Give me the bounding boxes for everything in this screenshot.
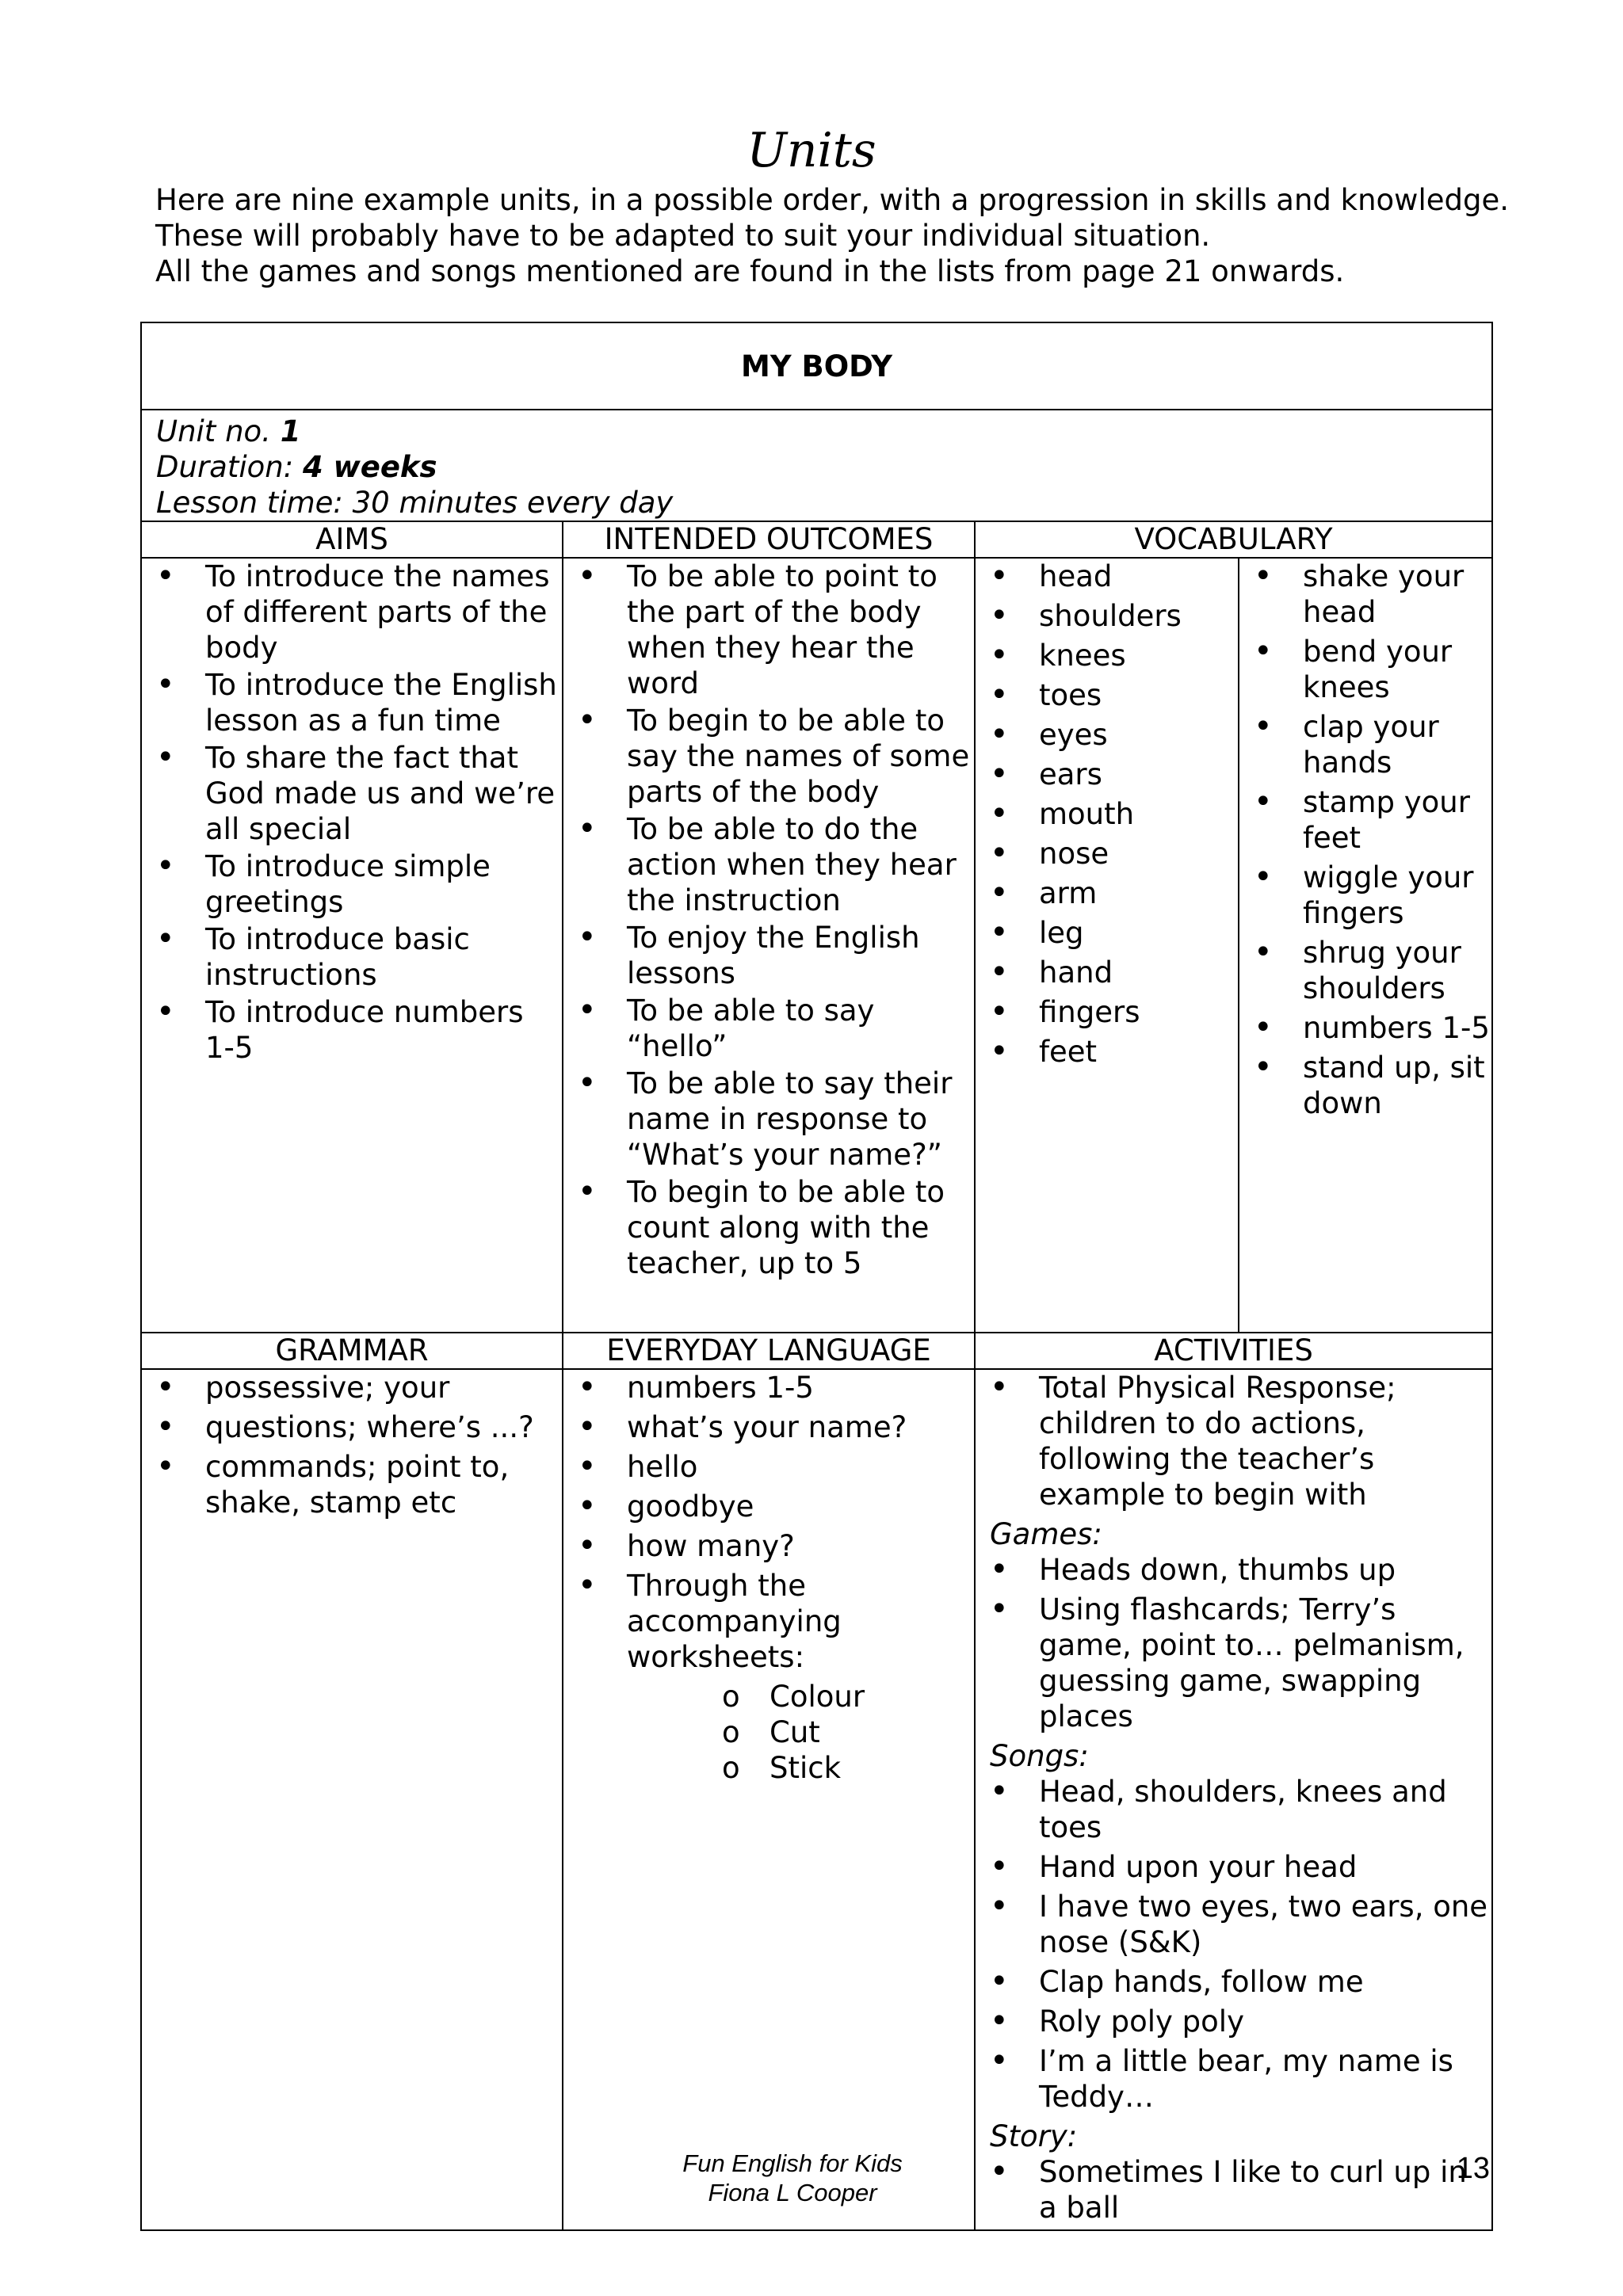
game-item: • Heads down, thumbs up bbox=[976, 1552, 1491, 1588]
vocab-word: • leg bbox=[976, 915, 1238, 951]
vocab-word: • eyes bbox=[976, 717, 1238, 753]
vocab-actions-list bbox=[1239, 559, 1491, 1121]
vocab-word: • shoulders bbox=[976, 598, 1238, 634]
aim-item: • To introduce the names of different parts of the body bbox=[142, 559, 562, 666]
vocab-action: • clap your hands bbox=[1239, 709, 1491, 780]
song-item: • I’m a little bear, my name is Teddy… bbox=[976, 2043, 1491, 2115]
unit-info bbox=[141, 410, 1492, 521]
aim-item: • To introduce the English lesson as a fun time bbox=[142, 667, 562, 738]
outcome-item: • To begin to be able to say the names of some parts of the body bbox=[563, 703, 974, 810]
tpr-list bbox=[976, 1370, 1491, 1512]
intro-line: Here are nine example units, in a possible order, with a progression in skills and knowledge. bbox=[155, 183, 1509, 217]
worksheet-item: o Colour bbox=[722, 1679, 974, 1714]
song-item: • I have two eyes, two ears, one nose (S&K) bbox=[976, 1889, 1491, 1960]
song-item: • Hand upon your head bbox=[976, 1849, 1491, 1885]
vocab-word: • hand bbox=[976, 955, 1238, 990]
grammar-item: • possessive; your bbox=[142, 1370, 562, 1405]
vocab-words-cell bbox=[975, 558, 1239, 1333]
everyday-item: • hello bbox=[563, 1449, 974, 1485]
unit-number-line bbox=[156, 414, 1491, 449]
vocab-action: • wiggle your fingers bbox=[1239, 860, 1491, 931]
vocab-word: • toes bbox=[976, 677, 1238, 713]
aim-item: • To introduce numbers 1-5 bbox=[142, 994, 562, 1066]
outcome-item: • To be able to do the action when they hear the instruction bbox=[563, 811, 974, 918]
intro-line: These will probably have to be adapted to suit your individual situation. bbox=[155, 219, 1211, 253]
outcomes-list bbox=[563, 559, 974, 1281]
aim-item: • To introduce simple greetings bbox=[142, 849, 562, 920]
song-item: • Roly poly poly bbox=[976, 2004, 1491, 2039]
everyday-item: • Through the accompanying worksheets: bbox=[563, 1568, 974, 1675]
everyday-item: • how many? bbox=[563, 1528, 974, 1564]
vocab-actions-cell bbox=[1239, 558, 1492, 1333]
vocabulary-header: VOCABULARY bbox=[975, 521, 1492, 558]
vocab-word: • nose bbox=[976, 836, 1238, 871]
vocab-action: • stand up, sit down bbox=[1239, 1050, 1491, 1121]
unit-table bbox=[140, 322, 1493, 2231]
everyday-item: • what’s your name? bbox=[563, 1409, 974, 1445]
songs-label: Songs: bbox=[990, 1739, 1089, 1773]
everyday-header: EVERYDAY LANGUAGE bbox=[563, 1333, 975, 1369]
vocab-word: • head bbox=[976, 559, 1238, 594]
lesson-time: Lesson time: 30 minutes every day bbox=[156, 486, 674, 520]
activities-cell bbox=[975, 1369, 1492, 2230]
worksheet-item: o Stick bbox=[722, 1750, 974, 1786]
grammar-item: • questions; where’s ...? bbox=[142, 1409, 562, 1445]
aims-cell bbox=[141, 558, 563, 1333]
everyday-cell bbox=[563, 1369, 975, 2230]
song-item: • Head, shoulders, knees and toes bbox=[976, 1774, 1491, 1845]
tpr-item: • Total Physical Response; children to do actions, following the teacher’s example to begin with bbox=[976, 1370, 1491, 1512]
grammar-item: • commands; point to, shake, stamp etc bbox=[142, 1449, 562, 1520]
grammar-list bbox=[142, 1370, 562, 1520]
vocab-word: • ears bbox=[976, 757, 1238, 792]
aim-item: • To share the fact that God made us and we’re all special bbox=[142, 740, 562, 847]
aim-item: • To introduce basic instructions bbox=[142, 921, 562, 993]
outcomes-header: INTENDED OUTCOMES bbox=[563, 521, 975, 558]
vocab-word: • arm bbox=[976, 875, 1238, 911]
worksheet-item: o Cut bbox=[722, 1714, 974, 1750]
outcome-item: • To enjoy the English lessons bbox=[563, 920, 974, 991]
vocab-action: • shake your head bbox=[1239, 559, 1491, 630]
game-item: • Using flashcards; Terry’s game, point to… pelmanism, guessing game, swapping places bbox=[976, 1592, 1491, 1734]
story-item: • Sometimes I like to curl up in a ball bbox=[976, 2154, 1491, 2225]
games-list bbox=[976, 1552, 1491, 1734]
page-number: 13 bbox=[1456, 2152, 1490, 2185]
vocab-word: • knees bbox=[976, 638, 1238, 673]
vocab-action: • shrug your shoulders bbox=[1239, 935, 1491, 1006]
vocab-action: • stamp your feet bbox=[1239, 784, 1491, 856]
song-item: • Clap hands, follow me bbox=[976, 1964, 1491, 2000]
vocab-words-list bbox=[976, 559, 1238, 1070]
duration-line bbox=[156, 449, 1491, 485]
outcome-item: • To begin to be able to count along with the teacher, up to 5 bbox=[563, 1174, 974, 1281]
everyday-item: • numbers 1-5 bbox=[563, 1370, 974, 1405]
worksheet-list bbox=[563, 1679, 974, 1786]
aims-list bbox=[142, 559, 562, 1066]
intro-line: All the games and songs mentioned are found in the lists from page 21 onwards. bbox=[155, 254, 1345, 288]
story-label: Story: bbox=[990, 2119, 1078, 2153]
vocab-action: • bend your knees bbox=[1239, 634, 1491, 705]
everyday-list bbox=[563, 1370, 974, 1675]
vocab-action: • numbers 1-5 bbox=[1239, 1010, 1491, 1046]
aims-header: AIMS bbox=[141, 521, 563, 558]
outcome-item: • To be able to say “hello” bbox=[563, 993, 974, 1064]
page-title: Units bbox=[747, 123, 876, 178]
footer bbox=[0, 2149, 1585, 2207]
unit-number-label: Unit no. bbox=[156, 414, 281, 448]
outcome-item: • To be able to say their name in response to “What’s your name?” bbox=[563, 1066, 974, 1173]
everyday-item: • goodbye bbox=[563, 1489, 974, 1524]
vocab-word: • fingers bbox=[976, 994, 1238, 1030]
vocab-word: • feet bbox=[976, 1034, 1238, 1070]
vocab-word: • mouth bbox=[976, 796, 1238, 832]
grammar-header: GRAMMAR bbox=[141, 1333, 563, 1369]
unit-number: 1 bbox=[280, 414, 301, 448]
duration-label: Duration: bbox=[156, 450, 303, 484]
games-label: Games: bbox=[990, 1517, 1102, 1551]
intro-text bbox=[155, 182, 1509, 289]
grammar-cell bbox=[141, 1369, 563, 2230]
footer-author: Fiona L Cooper bbox=[708, 2179, 877, 2206]
footer-book-title: Fun English for Kids bbox=[682, 2149, 903, 2177]
songs-list bbox=[976, 1774, 1491, 2115]
outcomes-cell bbox=[563, 558, 975, 1333]
activities-header: ACTIVITIES bbox=[975, 1333, 1492, 1369]
unit-topic: MY BODY bbox=[141, 322, 1492, 410]
duration-value: 4 weeks bbox=[302, 450, 437, 484]
outcome-item: • To be able to point to the part of the body when they hear the word bbox=[563, 559, 974, 701]
